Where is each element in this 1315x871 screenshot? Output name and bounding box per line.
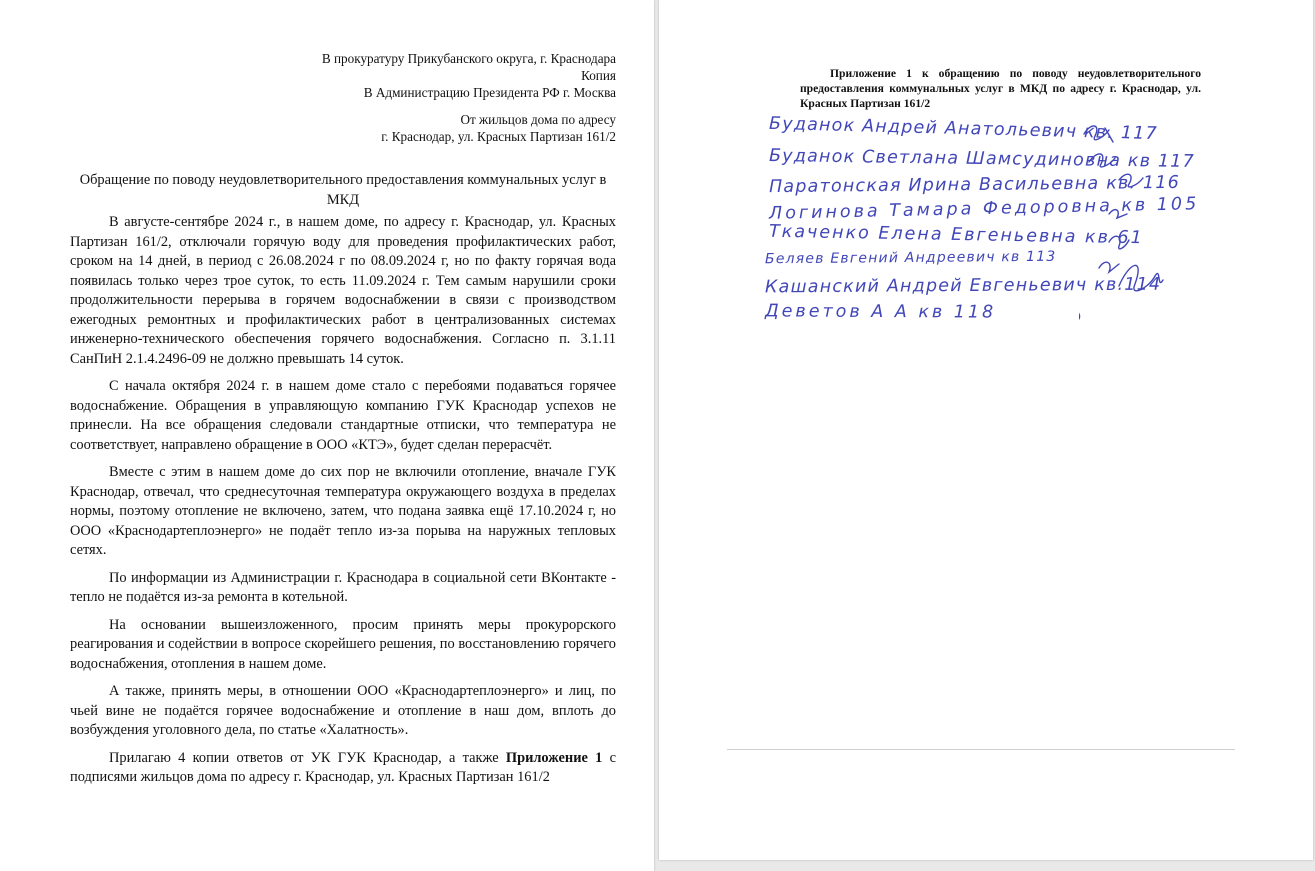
signature-line: Деветов А А кв 118 bbox=[764, 301, 997, 323]
letter-title: Обращение по поводу неудовлетворительного предоставления коммунальных услуг в МКД bbox=[79, 172, 607, 208]
signature-line: Кашанский Андрей Евгеньевич кв.114 bbox=[764, 274, 1162, 298]
recipient-line: В Администрацию Президента РФ г. Москва bbox=[363, 85, 616, 100]
paragraph: В августе-сентябре 2024 г., в нашем доме, по адресу г. Краснодар, ул. Красных Партизан 161/2, отключали горячую воду для проведения профилактических работ, сроком на 14 дней, в период с 26.08.2024 г по 08.09.2024 г, но по факту горячая вода появилась только через трое суток, то есть 11.09.2024 г. Тем самым нарушили сроки продолжительности перерыва в горячем водоснабжении в связи с производством ежегодных ремонтных и профилактических работ в централизованных системах инженерно-технического обеспечения горячего водоснабжения. Согласно п. 3.1.11 СанПиН 2.1.4.2496-09 не должно превышать 14 суток. bbox=[70, 214, 616, 367]
recipient-line: Копия bbox=[581, 68, 616, 83]
paragraph: А также, принять меры, в отношении ООО «Краснодартеплоэнерго» и лиц, по чьей вине не подаётся горячее водоснабжение и отопление в наш дом, вплоть до возбуждения уголовного дела, по статье «Халатность». bbox=[70, 683, 616, 738]
signature-line: Беляев Евгений Андреевич кв 113 bbox=[764, 248, 1057, 268]
attachment-text-end: с подписями жильцов дома по адресу г. Краснодар, ул. Красных Партизан 161/2 bbox=[70, 749, 616, 785]
paragraph: На основании вышеизложенного, просим принять меры прокурорского реагирования и содействии в вопросе скорейшего решения, по восстановлению горячего водоснабжения, отопления в нашем доме. bbox=[70, 616, 616, 672]
signature-line: Буданок Андрей Анатольевич кв. 117 bbox=[768, 113, 1159, 145]
paragraph: Вместе с этим в нашем доме до сих пор не включили отопление, вначале ГУК Краснодар, отвечал, что среднесуточная температура окружающего воздуха в пределах нормы, поэтому отопление не включено, затем, что подана заявка ещё 17.10.2024 г, но ООО «Краснодартеплоэнерго» не подаёт тепло из-за порыва на наружных тепловых сетях. bbox=[70, 464, 616, 558]
sender-line: От жильцов дома по адресу bbox=[460, 112, 616, 127]
attachment-bold: Приложение 1 bbox=[505, 749, 603, 766]
signature-line: Паратонская Ирина Васильевна кв. 116 bbox=[768, 172, 1181, 198]
signature-line: Ткаченко Елена Евгеньевна кв 61 bbox=[768, 221, 1144, 249]
paragraph: По информации из Администрации г. Краснодара в социальной сети ВКонтакте - тепло не подаётся из-за ремонта в котельной. bbox=[70, 569, 616, 605]
signature-scribbles-icon bbox=[1079, 118, 1229, 333]
letter-page bbox=[0, 0, 654, 871]
recipient-address bbox=[322, 50, 616, 101]
divider-line bbox=[727, 749, 1235, 750]
signature-line: Буданок Светлана Шамсудиновна кв 117 bbox=[768, 146, 1196, 172]
recipient-line: В прокуратуру Прикубанского округа, г. Краснодара bbox=[321, 51, 616, 66]
appendix-title: Приложение 1 к обращению по поводу неудовлетворительного предоставления коммунальных услуг в МКД по адресу г. Краснодар, ул. Красных Партизан 161/2 bbox=[800, 67, 1201, 110]
appendix-page bbox=[659, 0, 1313, 860]
paragraph: С начала октября 2024 г. в нашем доме стало с перебоями подаваться горячее водоснабжение. Обращения в управляющую компанию ГУК Краснодар успехов не принесли. На все обращения следовали стандартные отписки, что температура не соответствует, направлено обращение в ООО «КТЭ», будет сделан перерасчёт. bbox=[70, 378, 616, 453]
attachment-paragraph bbox=[70, 749, 616, 788]
sender-address bbox=[381, 111, 616, 145]
sender-line: г. Краснодар, ул. Красных Партизан 161/2 bbox=[381, 129, 616, 144]
letter-body bbox=[70, 213, 616, 796]
signature-line: Логинова Тамара Федоровна кв 105 bbox=[768, 194, 1200, 224]
attachment-text: Прилагаю 4 копии ответов от УК ГУК Краснодар, а также bbox=[109, 749, 506, 766]
